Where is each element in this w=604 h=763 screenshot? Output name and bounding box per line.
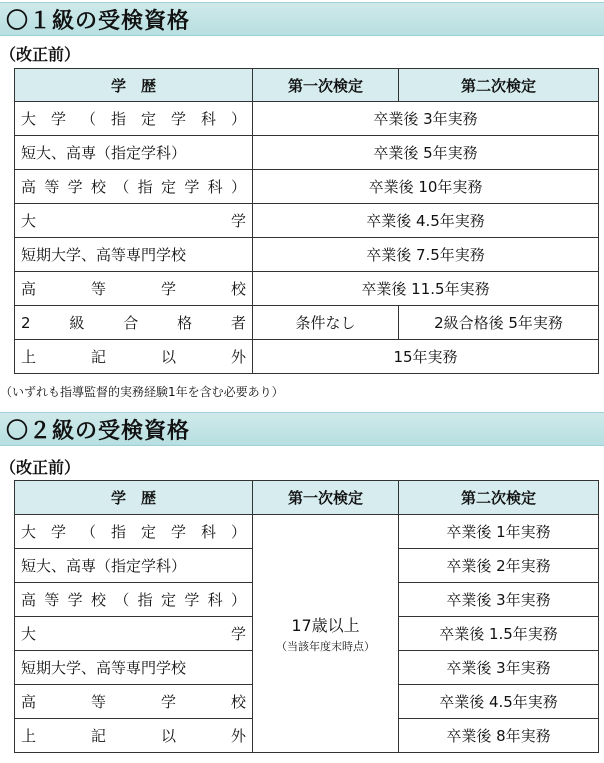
requirement-cell: 卒業後 3年実務 [253, 102, 599, 136]
second-exam-cell: 卒業後 3年実務 [399, 583, 599, 617]
age-requirement: 17歳以上 [291, 616, 360, 635]
requirement-cell: 卒業後 4.5年実務 [253, 204, 599, 238]
table-row [15, 515, 599, 549]
table-header-row [15, 69, 599, 102]
education-cell: 大学（指定学科） [15, 102, 253, 136]
header-first-exam: 第一次検定 [253, 481, 399, 515]
second-exam-cell: 卒業後 2年実務 [399, 549, 599, 583]
education-cell: 大学（指定学科） [15, 515, 253, 549]
education-cell: 上記以外 [15, 340, 253, 374]
section1-note: （いずれも指導監督的実務経験1年を含む必要あり） [0, 385, 284, 399]
header-second-exam: 第二次検定 [399, 69, 599, 102]
table-row [15, 238, 599, 272]
table-row [15, 306, 599, 340]
requirement-cell: 卒業後 10年実務 [253, 170, 599, 204]
section1-header [0, 2, 604, 36]
grade2-table [14, 480, 599, 753]
requirement-cell: 卒業後 7.5年実務 [253, 238, 599, 272]
education-cell: 2級合格者 [15, 306, 253, 340]
age-requirement-note: （当該年度末時点） [276, 640, 375, 653]
education-cell: 上記以外 [15, 719, 253, 753]
education-cell: 短大、高専（指定学科） [15, 549, 253, 583]
second-exam-cell: 卒業後 4.5年実務 [399, 685, 599, 719]
second-exam-cell: 卒業後 1.5年実務 [399, 617, 599, 651]
education-cell: 高等学校 [15, 272, 253, 306]
table-row [15, 136, 599, 170]
section2-subtitle: （改正前） [0, 458, 81, 477]
education-cell: 短期大学、高等専門学校 [15, 238, 253, 272]
table-row [15, 340, 599, 374]
education-cell: 大学 [15, 204, 253, 238]
education-cell: 短期大学、高等専門学校 [15, 651, 253, 685]
second-exam-cell: 卒業後 1年実務 [399, 515, 599, 549]
education-cell: 高等学校 [15, 685, 253, 719]
second-exam-cell: 卒業後 3年実務 [399, 651, 599, 685]
section2-title: 〇２級の受検資格 [6, 418, 191, 444]
education-cell: 高等学校（指定学科） [15, 583, 253, 617]
table-row [15, 204, 599, 238]
first-exam-age-cell [253, 515, 399, 753]
table-row [15, 102, 599, 136]
table-header-row [15, 481, 599, 515]
header-second-exam: 第二次検定 [399, 481, 599, 515]
section1-subtitle: （改正前） [0, 45, 81, 64]
requirement-cell: 15年実務 [253, 340, 599, 374]
table-row [15, 170, 599, 204]
education-cell: 高等学校（指定学科） [15, 170, 253, 204]
education-cell: 短大、高専（指定学科） [15, 136, 253, 170]
header-education: 学 歴 [15, 69, 253, 102]
header-education: 学 歴 [15, 481, 253, 515]
second-exam-cell: 2級合格後 5年実務 [399, 306, 599, 340]
requirement-cell: 卒業後 11.5年実務 [253, 272, 599, 306]
grade1-table [14, 68, 599, 374]
section1-title: 〇１級の受検資格 [6, 8, 191, 34]
requirement-cell: 卒業後 5年実務 [253, 136, 599, 170]
header-first-exam: 第一次検定 [253, 69, 399, 102]
first-exam-cell: 条件なし [253, 306, 399, 340]
education-cell: 大学 [15, 617, 253, 651]
second-exam-cell: 卒業後 8年実務 [399, 719, 599, 753]
table-row [15, 272, 599, 306]
section2-header [0, 412, 604, 446]
